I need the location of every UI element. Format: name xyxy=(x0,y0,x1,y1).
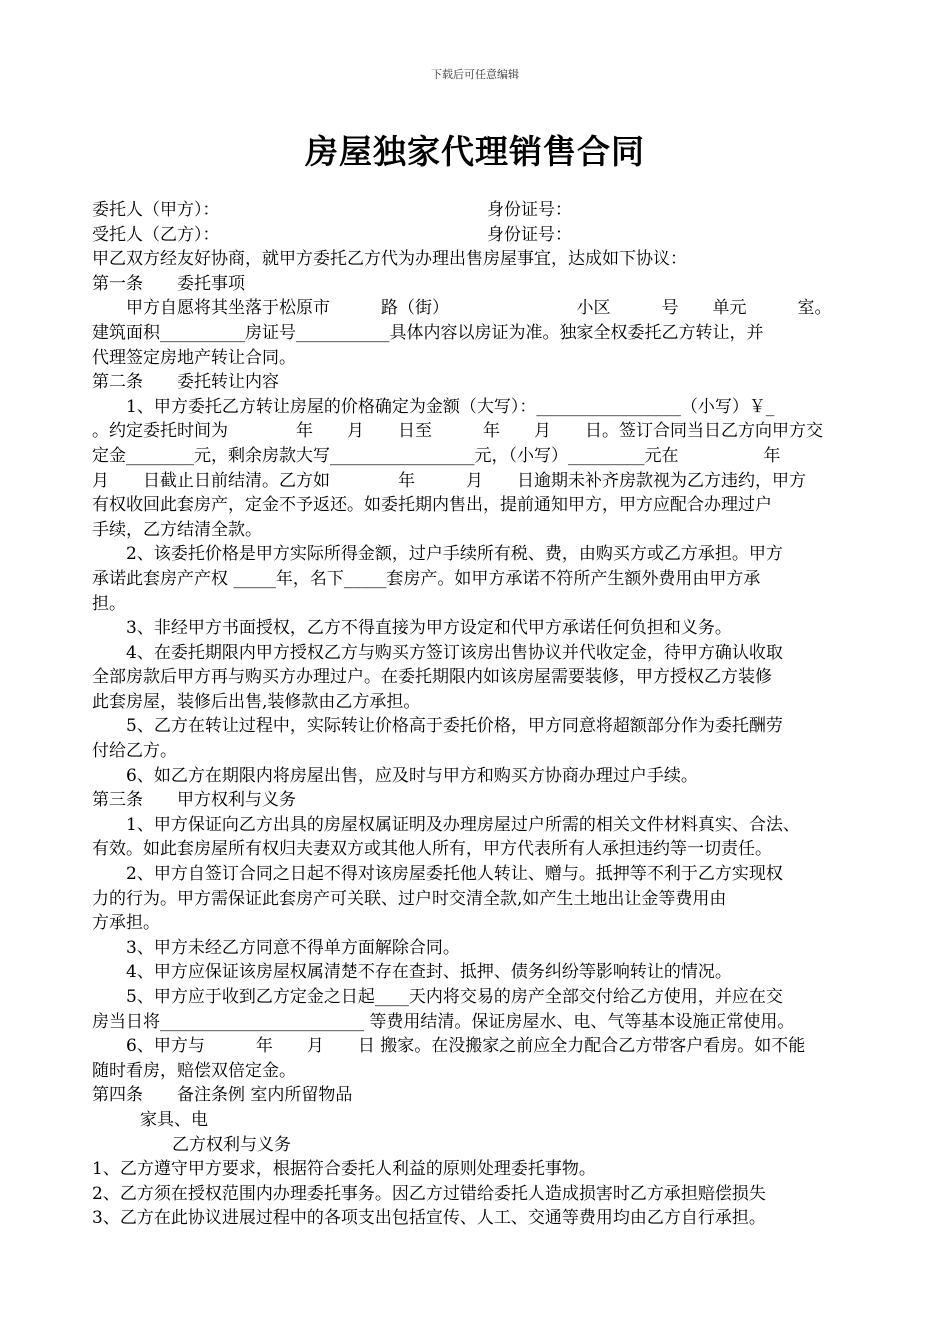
article-3-clause-1: 1、甲方保证向乙方出具的房屋权属证明及办理房屋过户所需的相关文件材料真实、合法、 xyxy=(126,814,800,835)
article-2-clause-6: 6、如乙方在期限内将房屋出售，应及时与甲方和购买方协商办理过户手续。 xyxy=(126,765,698,786)
article-1-text: 代理签定房地产转让合同。 xyxy=(92,347,296,368)
agent-row xyxy=(92,223,872,248)
article-4-title: 第四条 备注条例 室内所留物品 xyxy=(92,1085,353,1106)
agent-duty-1: 1、乙方遵守甲方要求，根据符合委托人利益的原则处理委托事物。 xyxy=(92,1159,596,1180)
article-2-clause-1: 手续，乙方结清全款。 xyxy=(92,519,262,540)
article-2-clause-5: 5、乙方在转让过程中，实际转让价格高于委托价格，甲方同意将超额部分作为委托酬劳 xyxy=(126,716,783,737)
article-3-clause-3: 3、甲方未经乙方同意不得单方面解除合同。 xyxy=(126,937,460,958)
article-2-clause-2: 2、该委托价格是甲方实际所得金额，过户手续所有税、费，由购买方或乙方承担。甲方 xyxy=(126,544,783,565)
article-2-clause-1: 月 日截止日前结清。乙方如 年 月 日逾期未补齐房款视为乙方违约，甲方 xyxy=(92,470,806,491)
article-2-clause-1: 有权收回此套房产，定金不予返还。如委托期内售出，提前通知甲方，甲方应配合办理过户 xyxy=(92,495,772,516)
page-title: 房屋独家代理销售合同 xyxy=(305,132,645,171)
agent-duties-title: 乙方权利与义务 xyxy=(172,1134,291,1155)
article-2-title: 第二条 委托转让内容 xyxy=(92,372,279,393)
header-note: 下载后可任意编辑 xyxy=(431,68,519,81)
article-1-text: 建筑面积__________房证号___________具体内容以房证为准。独家全权委托乙方转让，并 xyxy=(92,322,764,343)
agent-duty-3: 3、乙方在此协议进展过程中的各项支出包括宣传、人工、交通等费用均由乙方自行承担。 xyxy=(92,1208,766,1229)
article-2-clause-4: 此套房屋，装修后出售,装修款由乙方承担。 xyxy=(92,691,421,712)
article-3-clause-2: 方承担。 xyxy=(92,913,160,934)
agent-label: 受托人（乙方）： xyxy=(92,224,220,245)
article-3-clause-6: 6、甲方与 年 月 日 搬家。在没搬家之前应全力配合乙方带客户看房。如不能 xyxy=(126,1036,806,1057)
article-3-clause-6: 随时看房，赔偿双倍定金。 xyxy=(92,1060,296,1081)
article-2-clause-3: 3、非经甲方书面授权，乙方不得直接为甲方设定和代甲方承诺任何负担和义务。 xyxy=(126,618,732,639)
article-2-clause-2: 承诺此套房产产权 _____年，名下_____套房产。如甲方承诺不符所产生额外费用由甲方承 xyxy=(92,568,761,589)
intro-paragraph: 甲乙双方经友好协商，就甲方委托乙方代为办理出售房屋事宜，达成如下协议： xyxy=(92,249,687,270)
principal-label: 委托人（甲方）： xyxy=(92,200,220,220)
article-3-clause-2: 力的行为。甲方需保证此套房产可关联、过户时交清全款,如产生土地出让金等费用由 xyxy=(92,888,727,909)
agent-duty-2: 2、乙方须在授权范围内办理委托事务。因乙方过错给委托人造成损害时乙方承担赔偿损失 xyxy=(92,1183,766,1204)
contract-body xyxy=(92,198,872,1231)
article-2-clause-4: 4、在委托期限内甲方授权乙方与购买方签订该房出售协议并代收定金，待甲方确认收取 xyxy=(126,642,783,663)
principal-id-label: 身份证号： xyxy=(487,200,572,220)
article-2-clause-1: 定金________元，剩余房款大写_________________元，（小写）_________元在 年 xyxy=(92,445,781,466)
article-3-clause-1: 有效。如此套房屋所有权归夫妻双方或其他人所有，甲方代表所有人承担违约等一切责任。 xyxy=(92,839,772,860)
article-2-clause-5: 付给乙方。 xyxy=(92,741,177,762)
article-2-clause-1: 。约定委托时间为 年 月 日至 年 月 日。签订合同当日乙方向甲方交 xyxy=(92,421,823,442)
article-3-title: 第三条 甲方权利与义务 xyxy=(92,790,296,811)
article-2-clause-4: 全部房款后甲方再与购买方办理过户。在委托期限内如该房屋需要装修，甲方授权乙方装修 xyxy=(92,667,772,688)
article-1-text: 甲方自愿将其坐落于松原市 路（街） 小区 号 单元 室。 xyxy=(126,298,832,319)
article-2-clause-1: 1、甲方委托乙方转让房屋的价格确定为金额（大写）：_________________（小写）￥_ xyxy=(126,396,775,417)
principal-row xyxy=(92,198,872,223)
article-4-items: 家具、电 xyxy=(140,1109,208,1130)
article-1-title: 第一条 委托事项 xyxy=(92,273,245,294)
article-3-clause-4: 4、甲方应保证该房屋权属清楚不存在查封、抵押、债务纠纷等影响转让的情况。 xyxy=(126,962,732,983)
agent-id-label: 身份证号： xyxy=(487,224,572,245)
article-3-clause-5: 房当日将________________________ 等费用结清。保证房屋水、电、气等基本设施正常使用。 xyxy=(92,1011,795,1032)
article-2-clause-2: 担。 xyxy=(92,593,126,614)
article-3-clause-2: 2、甲方自签订合同之日起不得对该房屋委托他人转让、赠与。抵押等不利于乙方实现权 xyxy=(126,864,783,885)
article-3-clause-5: 5、甲方应于收到乙方定金之日起____天内将交易的房产全部交付给乙方使用，并应在交 xyxy=(126,987,783,1007)
